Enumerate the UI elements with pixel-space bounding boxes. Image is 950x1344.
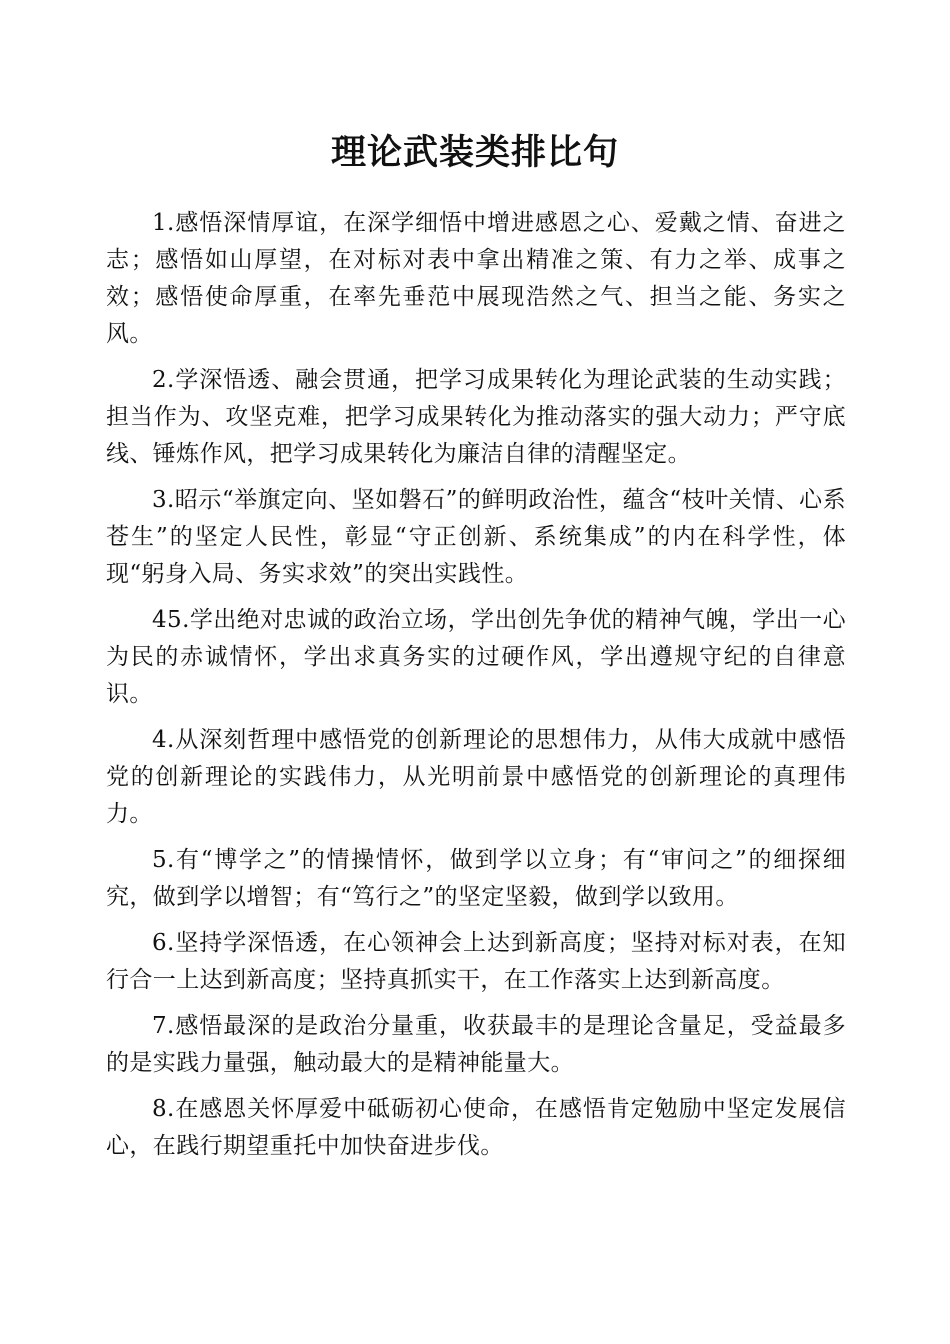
paragraph-6: 6.坚持学深悟透，在心领神会上达到新高度；坚持对标对表，在知行合一上达到新高度；坚持真抓实干，在工作落实上达到新高度。 xyxy=(106,930,846,993)
paragraph-8: 8.在感恩关怀厚爱中砥砺初心使命，在感悟肯定勉励中坚定发展信心，在践行期望重托中加快奋进步伐。 xyxy=(106,1096,846,1159)
paragraph-45: 45.学出绝对忠诚的政治立场，学出创先争优的精神气魄，学出一心为民的赤诚情怀，学出求真务实的过硬作风，学出遵规守纪的自律意识。 xyxy=(106,607,846,707)
paragraph-2: 2.学深悟透、融会贯通，把学习成果转化为理论武装的生动实践；担当作为、攻坚克难，把学习成果转化为推动落实的强大动力；严守底线、锤炼作风，把学习成果转化为廉洁自律的清醒坚定。 xyxy=(106,367,846,467)
paragraph-3: 3.昭示“举旗定向、坚如磐石”的鲜明政治性，蕴含“枝叶关情、心系苍生”的坚定人民性，彰显“守正创新、系统集成”的内在科学性，体现“躬身入局、务实求效”的突出实践性。 xyxy=(106,487,846,587)
paragraph-1: 1.感悟深情厚谊，在深学细悟中增进感恩之心、爱戴之情、奋进之志；感悟如山厚望，在对标对表中拿出精准之策、有力之举、成事之效；感悟使命厚重，在率先垂范中展现浩然之气、担当之能、务实之风。 xyxy=(106,210,846,347)
document-body xyxy=(106,205,846,1174)
paragraph-4: 4.从深刻哲理中感悟党的创新理论的思想伟力，从伟大成就中感悟党的创新理论的实践伟力，从光明前景中感悟党的创新理论的真理伟力。 xyxy=(106,727,846,827)
document-title: 理论武装类排比句 xyxy=(330,133,619,173)
paragraph-5: 5.有“博学之”的情操情怀，做到学以立身；有“审问之”的细探细究，做到学以增智；有“笃行之”的坚定坚毅，做到学以致用。 xyxy=(106,847,846,910)
paragraph-7: 7.感悟最深的是政治分量重，收获最丰的是理论含量足，受益最多的是实践力量强，触动最大的是精神能量大。 xyxy=(106,1013,846,1076)
